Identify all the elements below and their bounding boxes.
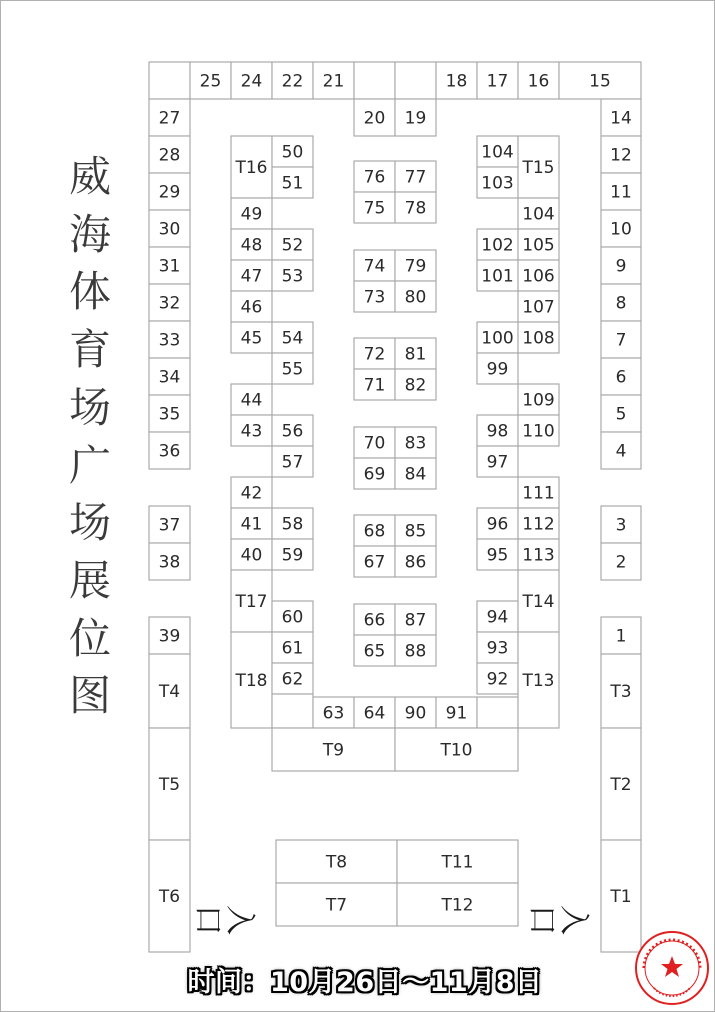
booth xyxy=(601,728,641,840)
booth xyxy=(601,173,641,210)
booth-label: 45 xyxy=(240,328,263,349)
booth xyxy=(518,508,559,539)
booth xyxy=(518,229,559,260)
booth-label: 35 xyxy=(158,404,181,425)
booth xyxy=(395,604,436,635)
booth-label: 20 xyxy=(363,108,386,129)
booth xyxy=(272,539,313,570)
booth xyxy=(395,427,436,458)
booth-label: 40 xyxy=(240,545,263,566)
booth-label: 60 xyxy=(281,607,304,628)
booth-label: 59 xyxy=(281,545,304,566)
booth xyxy=(436,697,477,728)
booth-label: 48 xyxy=(240,235,263,256)
booth xyxy=(354,192,395,223)
booth xyxy=(149,543,190,580)
booth xyxy=(354,161,395,192)
booth-label: 67 xyxy=(363,552,386,573)
booth-label: 5 xyxy=(615,404,627,425)
watermark-seal xyxy=(634,930,710,1006)
booth-label: 103 xyxy=(481,173,514,194)
booth xyxy=(518,291,559,322)
booth-label: 62 xyxy=(281,669,304,690)
booth xyxy=(354,697,395,728)
booth-label: 84 xyxy=(404,464,427,485)
booth xyxy=(149,321,190,358)
booth xyxy=(272,632,313,663)
booth-label: T17 xyxy=(235,592,268,612)
booth xyxy=(276,840,397,883)
booth xyxy=(231,570,272,632)
booth xyxy=(149,840,190,952)
booth xyxy=(149,728,190,840)
booth-label: 33 xyxy=(158,330,181,351)
booth xyxy=(601,284,641,321)
booth xyxy=(231,508,272,539)
booth-label: T5 xyxy=(158,775,181,795)
booth-label: 64 xyxy=(363,703,386,724)
entrance-label-left: 入口 xyxy=(190,905,257,935)
booth xyxy=(149,654,190,728)
booth xyxy=(149,358,190,395)
booth-label: 71 xyxy=(363,375,386,396)
booth-label: 42 xyxy=(240,483,263,504)
booth xyxy=(272,167,313,198)
booth xyxy=(395,546,436,577)
booth-label: 93 xyxy=(486,638,509,659)
booth-label: 51 xyxy=(281,173,304,194)
booth-label: 87 xyxy=(404,610,427,631)
booth xyxy=(397,883,518,926)
booth-label: T3 xyxy=(610,682,632,702)
booth xyxy=(601,395,641,432)
booth-label: 88 xyxy=(404,641,427,662)
booth-label: 106 xyxy=(522,266,555,287)
booth xyxy=(354,458,395,489)
map-title: 威海体育场广场展位图 xyxy=(68,152,111,721)
booth-label: 74 xyxy=(363,256,386,277)
booth-label: 69 xyxy=(363,464,386,485)
booth xyxy=(518,415,559,446)
booth xyxy=(601,617,641,654)
booth-label: 86 xyxy=(404,552,427,573)
booth-label: T9 xyxy=(322,740,345,761)
booth xyxy=(272,728,395,771)
booth-label: 99 xyxy=(486,359,509,380)
booth-label: T1 xyxy=(610,887,632,907)
booth xyxy=(397,840,518,883)
booth-label: 56 xyxy=(281,421,304,442)
booth-label: 18 xyxy=(445,71,468,92)
booth-cell xyxy=(272,694,313,728)
booth xyxy=(477,697,518,728)
booth xyxy=(354,99,395,136)
booth-label: 8 xyxy=(615,293,627,314)
booth xyxy=(231,477,272,508)
booth xyxy=(149,506,190,543)
booth-label: 94 xyxy=(486,607,509,628)
booth xyxy=(601,543,641,580)
booth xyxy=(231,384,272,415)
booth xyxy=(477,632,518,663)
booth-label: 1 xyxy=(615,626,627,647)
booth xyxy=(149,432,190,469)
booth-label: T16 xyxy=(235,158,268,178)
booth xyxy=(395,192,436,223)
booth-label: T11 xyxy=(441,852,474,873)
booth-label: 9 xyxy=(615,256,627,277)
booth-label: 55 xyxy=(281,359,304,380)
booth-label: T18 xyxy=(235,671,268,691)
booth xyxy=(231,198,272,229)
booth xyxy=(395,161,436,192)
booth-label: 104 xyxy=(522,204,555,225)
booth xyxy=(313,62,354,99)
booth-label: 72 xyxy=(363,344,386,365)
booth-label: 61 xyxy=(281,638,304,659)
booth-label: T4 xyxy=(158,682,181,702)
booth-label: T8 xyxy=(325,852,348,873)
booth-label: 41 xyxy=(240,514,263,535)
booth xyxy=(601,210,641,247)
booth xyxy=(272,446,313,477)
booth xyxy=(518,477,559,508)
booth-label: T15 xyxy=(522,158,555,178)
booth xyxy=(601,247,641,284)
booth xyxy=(477,260,518,291)
booth xyxy=(601,506,641,543)
booth-label: T13 xyxy=(522,671,555,691)
booth xyxy=(518,539,559,570)
booth-label: 111 xyxy=(522,483,555,504)
booth-label: 100 xyxy=(481,328,514,349)
booth-label: 21 xyxy=(322,71,345,92)
booth-label: 16 xyxy=(527,71,550,92)
booth xyxy=(272,694,313,728)
booth xyxy=(272,353,313,384)
booth-label: 113 xyxy=(522,545,555,566)
booth-label: 107 xyxy=(522,297,555,318)
booth-label: 49 xyxy=(240,204,263,225)
booth xyxy=(149,617,190,654)
booth-label: 102 xyxy=(481,235,514,256)
booth-label: 7 xyxy=(615,330,627,351)
booth xyxy=(477,229,518,260)
booth xyxy=(354,515,395,546)
booth xyxy=(272,260,313,291)
booth xyxy=(477,322,518,353)
booth xyxy=(354,281,395,312)
booth xyxy=(601,358,641,395)
booth-label: 95 xyxy=(486,545,509,566)
booth xyxy=(231,260,272,291)
booth xyxy=(395,515,436,546)
booth xyxy=(354,250,395,281)
booth-label: 25 xyxy=(199,71,222,92)
booth-cell xyxy=(149,62,190,99)
booth-label: 22 xyxy=(281,71,304,92)
booth xyxy=(601,321,641,358)
booth-label: 31 xyxy=(158,256,181,277)
booth-label: 10 xyxy=(610,219,632,240)
booth-label: 37 xyxy=(158,515,181,536)
booth xyxy=(231,539,272,570)
booth xyxy=(231,322,272,353)
booth-cell xyxy=(354,62,395,99)
booth xyxy=(395,99,436,136)
booth-label: 73 xyxy=(363,287,386,308)
booth-label: 12 xyxy=(610,145,632,166)
booth xyxy=(354,427,395,458)
booth xyxy=(518,198,559,229)
booth-label: 78 xyxy=(404,198,427,219)
booth-label: 104 xyxy=(481,142,514,163)
booth xyxy=(477,539,518,570)
booth xyxy=(518,570,559,632)
booth xyxy=(518,260,559,291)
booth xyxy=(395,281,436,312)
booth-label: 90 xyxy=(404,703,427,724)
booth xyxy=(272,508,313,539)
booth xyxy=(518,62,559,99)
booth xyxy=(477,663,518,694)
booth xyxy=(601,99,641,136)
booth-label: 52 xyxy=(281,235,304,256)
booth-label: 58 xyxy=(281,514,304,535)
booth-label: 70 xyxy=(363,433,386,454)
booth xyxy=(518,136,559,198)
booth-label: 97 xyxy=(486,452,509,473)
booth-label: 32 xyxy=(158,293,181,314)
booth xyxy=(272,136,313,167)
booth xyxy=(231,136,272,198)
booth-label: 112 xyxy=(522,514,555,535)
booth xyxy=(149,395,190,432)
booth xyxy=(272,601,313,632)
booth xyxy=(601,432,641,469)
booth-label: 81 xyxy=(404,344,427,365)
booth xyxy=(231,229,272,260)
booth-label: 24 xyxy=(240,71,263,92)
entrance-label-right: 入口 xyxy=(524,905,591,935)
booth xyxy=(477,136,518,167)
booth-label: 76 xyxy=(363,167,386,188)
booth xyxy=(518,322,559,353)
booth-label: 34 xyxy=(158,367,181,388)
booth xyxy=(190,62,231,99)
booth xyxy=(477,446,518,477)
booth xyxy=(231,632,272,728)
booth-label: 17 xyxy=(486,71,509,92)
booth-label: 77 xyxy=(404,167,427,188)
booth-label: T7 xyxy=(325,895,348,916)
booth-label: 65 xyxy=(363,641,386,662)
booth xyxy=(231,62,272,99)
booth xyxy=(395,697,436,728)
booth-label: 44 xyxy=(240,390,263,411)
booth xyxy=(436,62,477,99)
booth-cell xyxy=(477,697,518,728)
booth-label: 108 xyxy=(522,328,555,349)
booth xyxy=(395,62,436,99)
booth-label: 91 xyxy=(445,703,468,724)
booth-label: 30 xyxy=(158,219,181,240)
booth xyxy=(559,62,641,99)
booth xyxy=(477,415,518,446)
booth xyxy=(477,167,518,198)
booth xyxy=(354,369,395,400)
booth-label: 79 xyxy=(404,256,427,277)
booth xyxy=(354,338,395,369)
booth-label: 29 xyxy=(158,182,181,203)
booth-label: 53 xyxy=(281,266,304,287)
booth xyxy=(149,99,190,136)
booth xyxy=(518,384,559,415)
booth xyxy=(477,508,518,539)
booth-label: 39 xyxy=(158,626,181,647)
booth xyxy=(477,601,518,632)
booth xyxy=(477,353,518,384)
booth xyxy=(149,136,190,173)
booth-label: 98 xyxy=(486,421,509,442)
booth-label: T12 xyxy=(441,895,474,916)
booth xyxy=(395,458,436,489)
booth-label: 83 xyxy=(404,433,427,454)
booth-label: 110 xyxy=(522,421,555,442)
booth-label: 50 xyxy=(281,142,304,163)
booth-label: T6 xyxy=(158,887,181,907)
booth-label: 66 xyxy=(363,610,386,631)
booth-label: 14 xyxy=(610,108,632,129)
booth xyxy=(149,210,190,247)
booth xyxy=(149,62,190,99)
booth-label: 57 xyxy=(281,452,304,473)
booth xyxy=(354,62,395,99)
booth-label: T14 xyxy=(522,592,555,612)
booth-label: 2 xyxy=(615,552,627,573)
booth-label: 11 xyxy=(610,182,632,203)
booth-label: 109 xyxy=(522,390,555,411)
booth xyxy=(149,284,190,321)
booth xyxy=(395,728,518,771)
booth-label: 80 xyxy=(404,287,427,308)
booth xyxy=(272,62,313,99)
booth-label: 19 xyxy=(404,108,427,129)
booth-label: 105 xyxy=(522,235,555,256)
booth xyxy=(477,62,518,99)
booth-label: 15 xyxy=(589,71,611,92)
booth-label: 82 xyxy=(404,375,427,396)
booth-label: 63 xyxy=(322,703,345,724)
booth-label: 101 xyxy=(481,266,514,287)
booth-label: 6 xyxy=(615,367,627,388)
booth xyxy=(395,338,436,369)
booth xyxy=(272,322,313,353)
booth-label: 68 xyxy=(363,521,386,542)
booth-label: T10 xyxy=(440,740,473,761)
booth-label: 38 xyxy=(158,552,181,573)
booth-label: 75 xyxy=(363,198,386,219)
booth-label: 28 xyxy=(158,145,181,166)
booth-label: 47 xyxy=(240,266,263,287)
booth-label: 54 xyxy=(281,328,304,349)
booth xyxy=(354,635,395,666)
booth-cell xyxy=(395,62,436,99)
booth xyxy=(395,250,436,281)
booth-label: 96 xyxy=(486,514,509,535)
booth xyxy=(231,415,272,446)
booth xyxy=(272,663,313,694)
booth-label: 27 xyxy=(158,108,181,129)
booth xyxy=(231,291,272,322)
booth xyxy=(149,173,190,210)
booth xyxy=(276,883,397,926)
booth-label: 85 xyxy=(404,521,427,542)
booth xyxy=(354,604,395,635)
booth-label: T2 xyxy=(610,775,632,795)
booth-label: 46 xyxy=(240,297,263,318)
booth xyxy=(313,697,354,728)
booth xyxy=(518,632,559,728)
booth xyxy=(272,229,313,260)
booth-label: 92 xyxy=(486,669,509,690)
booth xyxy=(354,546,395,577)
booth xyxy=(395,369,436,400)
booth xyxy=(601,654,641,728)
booth-label: 3 xyxy=(615,515,627,536)
booth xyxy=(601,136,641,173)
booth-label: 36 xyxy=(158,441,181,462)
booth-label: 43 xyxy=(240,421,263,442)
booth-label: 4 xyxy=(615,441,627,462)
booth xyxy=(149,247,190,284)
booth xyxy=(272,415,313,446)
exhibition-dates: 时间：10月26日～11月8日 xyxy=(187,967,543,998)
booth xyxy=(395,635,436,666)
